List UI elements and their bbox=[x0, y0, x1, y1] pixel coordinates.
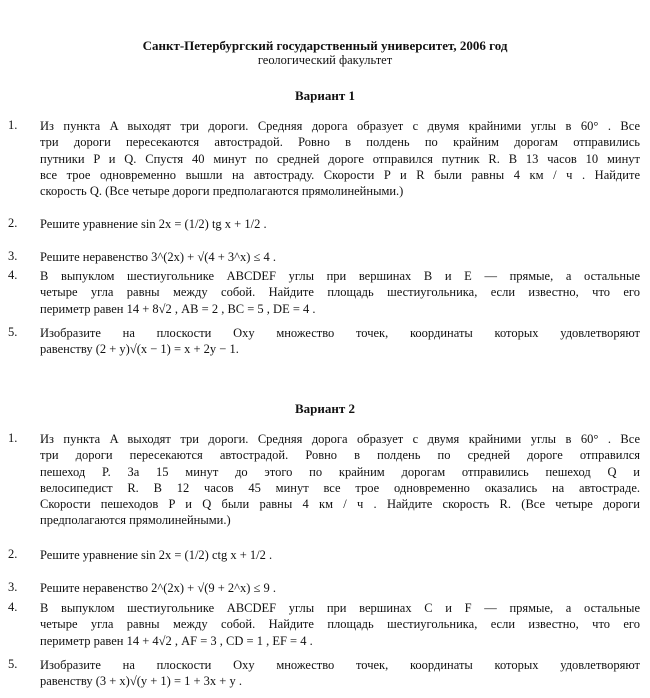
problem-line: равенству (3 + x)√(y + 1) = 1 + 3x + y . bbox=[40, 674, 242, 689]
problem-text bbox=[40, 600, 640, 649]
problem-text bbox=[40, 249, 640, 265]
problem-line: все трое одновременно вышли на автостраду. Скорости P и R были равны 4 км / ч . Найдите bbox=[40, 167, 640, 182]
problem-line: три дороги пересекаются автострадой. Ровно в полдень по крайним дорогам отправились bbox=[40, 135, 640, 150]
problem-line: Изобразите на плоскости Oxy множество точек, координаты которых удовлетворяют bbox=[40, 658, 640, 672]
problem-number: 5. bbox=[8, 325, 18, 339]
problem-number: 2. bbox=[8, 216, 18, 230]
problem-number: 2. bbox=[8, 547, 18, 561]
problem-line: скорость Q. (Все четыре дороги предполагаются прямолинейными.) bbox=[40, 184, 404, 199]
problem-line: Решите уравнение sin 2x = (1/2) ctg x + 1/2 . bbox=[40, 548, 273, 562]
problem-number: 1. bbox=[8, 118, 18, 132]
problem-line: Решите неравенство 2^(2x) + √(9 + 2^x) ≤ 9 . bbox=[40, 581, 277, 595]
problem-line: четыре угла равны между собой. Найдите площадь шестиугольника, если известно, что его bbox=[40, 285, 640, 300]
problem-line: три дороги пересекаются автострадой. Ровно в полдень по средней дороге отправился bbox=[40, 448, 640, 463]
problem-line: путники P и Q. Спустя 40 минут по средней дороге отправился путник R. В 13 часов 10 минут bbox=[40, 151, 640, 166]
problem-number: 1. bbox=[8, 431, 18, 445]
problem-text bbox=[40, 325, 640, 358]
problem-line: В выпуклом шестиугольнике ABCDEF углы при вершинах C и F — прямые, а остальные bbox=[40, 601, 640, 615]
problem-line: равенству (2 + y)√(x − 1) = x + 2y − 1. bbox=[40, 342, 239, 357]
university-title: Санкт-Петербургский государственный университет, 2006 год bbox=[142, 38, 508, 53]
problem-line: В выпуклом шестиугольнике ABCDEF углы при вершинах B и E — прямые, а остальные bbox=[40, 269, 640, 283]
problem-line: Решите неравенство 3^(2x) + √(4 + 3^x) ≤ 4 . bbox=[40, 250, 277, 264]
problem-line: велосипедист R. В 12 часов 45 минут все трое одновременно оказались на автостраде. bbox=[40, 480, 640, 495]
problem-line: Из пункта A выходят три дороги. Средняя дорога образует с двумя крайними углы в 60° . Все bbox=[40, 432, 640, 446]
problem-text bbox=[40, 657, 640, 690]
problem-text bbox=[40, 580, 640, 596]
problem-text bbox=[40, 216, 640, 232]
problem-line: четыре угла равны между собой. Найдите площадь шестиугольника, если известно, что его bbox=[40, 617, 640, 632]
problem-line: Из пункта A выходят три дороги. Средняя дорога образует с двумя крайними углы в 60° . Все bbox=[40, 119, 640, 133]
problem-text bbox=[40, 268, 640, 317]
problem-text bbox=[40, 431, 640, 529]
faculty-subtitle: геологический факультет bbox=[257, 53, 393, 67]
problem-line: предполагаются прямолинейными.) bbox=[40, 513, 231, 528]
problem-line: периметр равен 14 + 4√2 , AF = 3 , CD = 1 , EF = 4 . bbox=[40, 633, 313, 648]
problem-number: 4. bbox=[8, 600, 18, 614]
problem-line: Изобразите на плоскости Oxy множество точек, координаты которых удовлетворяют bbox=[40, 326, 640, 340]
problem-number: 3. bbox=[8, 249, 18, 263]
problem-line: пешеход P. За 15 минут до этого по крайним дорогам отправились пешеход Q и bbox=[40, 464, 640, 479]
problem-number: 3. bbox=[8, 580, 18, 594]
problem-line: Решите уравнение sin 2x = (1/2) tg x + 1/2 . bbox=[40, 217, 267, 231]
problem-text bbox=[40, 118, 640, 199]
problem-number: 5. bbox=[8, 657, 18, 671]
problem-line: периметр равен 14 + 8√2 , AB = 2 , BC = 5 , DE = 4 . bbox=[40, 301, 316, 316]
variant-1-title: Вариант 1 bbox=[294, 88, 356, 103]
problem-text bbox=[40, 547, 640, 563]
problem-number: 4. bbox=[8, 268, 18, 282]
variant-2-title: Вариант 2 bbox=[294, 401, 356, 416]
problem-line: Скорости пешеходов P и Q были равны 4 км / ч . Найдите скорость R. (Все четыре дороги bbox=[40, 497, 640, 512]
